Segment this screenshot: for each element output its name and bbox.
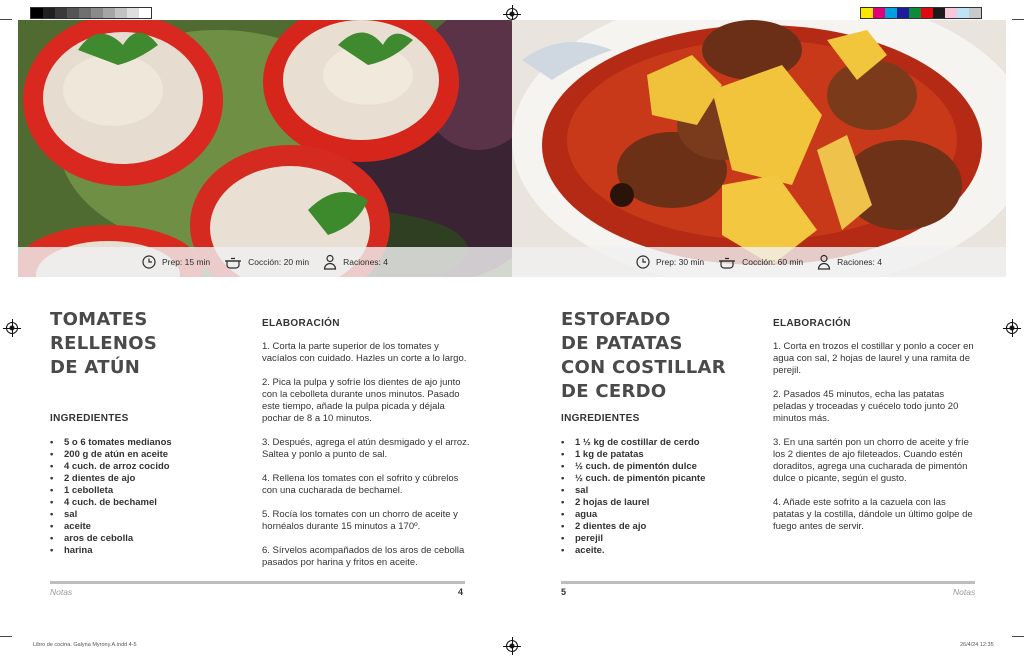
stuffed-tomatoes-illustration (18, 20, 512, 277)
color-swatch (115, 8, 127, 18)
page-number: 4 (458, 587, 464, 597)
method-step: 4. Rellena los tomates con el sofrito y cúbrelos con una cucharada de bechamel. (262, 473, 459, 496)
ingredient-item: • 1 kg de patatas (561, 449, 705, 461)
ingredient-item: • ½ cuch. de pimentón dulce (561, 461, 705, 473)
ingredient-item: • 4 cuch. de arroz cocido (50, 461, 172, 473)
ingredient-item: • 200 g de atún en aceite (50, 449, 172, 461)
ingredients-list (561, 437, 705, 557)
cooking-time-label: Cocción: 20 min (248, 257, 310, 267)
color-swatch (885, 8, 897, 18)
color-swatch (873, 8, 885, 18)
cooking-time-label: Cocción: 60 min (742, 257, 804, 267)
crop-mark (0, 19, 12, 20)
color-swatch (79, 8, 91, 18)
ingredient-item: • aceite. (561, 545, 705, 557)
recipe-stats-strip (18, 247, 512, 277)
person-icon (323, 254, 337, 270)
color-swatch (921, 8, 933, 18)
prep-time-label: Prep: 30 min (655, 257, 705, 267)
method-step: 4. Añade este sofrito a la cazuela con las patatas y la costilla, dándole un último golpe de fuego antes de servir. (773, 497, 973, 532)
cooking-pot-icon (718, 255, 736, 269)
crop-mark (0, 636, 12, 637)
color-swatch (103, 8, 115, 18)
gray-calibration-bar (30, 7, 152, 19)
prep-time (636, 255, 704, 269)
ingredient-item: • harina (50, 545, 172, 557)
method-steps (773, 341, 978, 545)
ingredient-item: • aceite (50, 521, 172, 533)
ingredients-list (50, 437, 172, 557)
title-line: RELLENOS (50, 333, 158, 354)
method-heading: ELABORACIÓN (773, 318, 851, 329)
prep-time (142, 255, 210, 269)
color-swatch (969, 8, 981, 18)
color-swatch (897, 8, 909, 18)
title-line: CON COSTILLAR (561, 357, 726, 378)
ingredient-item: • 1 ½ kg de costillar de cerdo (561, 437, 705, 449)
title-line: DE PATATAS (561, 333, 683, 354)
recipe-title (50, 308, 157, 380)
ingredient-item: • 4 cuch. de bechamel (50, 497, 172, 509)
ingredient-item: • ½ cuch. de pimentón picante (561, 473, 705, 485)
color-swatch (861, 8, 873, 18)
servings (817, 254, 882, 270)
color-swatch (55, 8, 67, 18)
notes-label: Notas (50, 587, 73, 597)
ingredient-item: • sal (561, 485, 705, 497)
notes-rule (561, 581, 975, 584)
method-heading: ELABORACIÓN (262, 318, 340, 329)
servings-label: Raciones: 4 (837, 257, 883, 267)
method-step: 3. Después, agrega el atún desmigado y el arroz. Saltea y ponlo a punto de sal. (262, 437, 470, 460)
color-swatch (139, 8, 151, 18)
date-slug: 26/4/24 12:35 (960, 642, 994, 648)
ingredient-item: • 2 hojas de laurel (561, 497, 705, 509)
registration-mark-bottom (506, 640, 518, 652)
title-line: DE ATÚN (50, 357, 141, 378)
cooking-time (718, 255, 803, 269)
ingredients-heading: INGREDIENTES (561, 413, 640, 424)
method-step: 6. Sírvelos acompañados de los aros de cebolla pasados por harina y fritos en aceite. (262, 545, 465, 568)
method-step: 2. Pasados 45 minutos, echa las patatas peladas y troceadas y cuécelo todo junto 20 minutos más. (773, 389, 959, 424)
color-swatch (67, 8, 79, 18)
stuffed-tomatoes-photo (18, 20, 512, 277)
color-swatch (91, 8, 103, 18)
ingredient-item: • aros de cebolla (50, 533, 172, 545)
ingredient-item: • perejil (561, 533, 705, 545)
cooking-time (224, 255, 309, 269)
method-step: 5. Rocía los tomates con un chorro de aceite y hornéalos durante 15 minutos a 170º. (262, 509, 458, 532)
method-step: 2. Pica la pulpa y sofríe los dientes de ajo junto con la cebolleta durante unos minutos. Pasado este tiempo, añade la pulpa picada y déjala pochar de 8 a 10 minutos. (262, 377, 461, 424)
ingredient-item: • agua (561, 509, 705, 521)
ingredient-item: • 2 dientes de ajo (561, 521, 705, 533)
ingredients-heading: INGREDIENTES (50, 413, 129, 424)
title-line: TOMATES (50, 309, 148, 330)
method-step: 1. Corta en trozos el costillar y ponlo a cocer en agua con sal, 2 hojas de laurel y una ramita de perejil. (773, 341, 974, 376)
clock-icon (636, 255, 650, 269)
ingredient-item: • 1 cebolleta (50, 485, 172, 497)
clock-icon (142, 255, 156, 269)
color-swatch (945, 8, 957, 18)
method-step: 3. En una sartén pon un chorro de aceite y fríe los 2 dientes de ajo fileteados. Cuando estén doraditos, agrega una cucharada de pimentón dulce o picante, según el gusto. (773, 437, 969, 484)
color-swatch (31, 8, 43, 18)
person-icon (817, 254, 831, 270)
crop-mark (1012, 636, 1024, 637)
notes-label: Notas (953, 587, 976, 597)
servings (323, 254, 388, 270)
prep-time-label: Prep: 15 min (161, 257, 211, 267)
color-swatch (957, 8, 969, 18)
file-slug: Libro de cocina. Galyna Myrony.A.indd 4-5 (33, 642, 137, 648)
cooking-pot-icon (224, 255, 242, 269)
registration-mark-left (6, 322, 18, 334)
registration-mark-right (1006, 322, 1018, 334)
registration-mark-top (506, 8, 518, 20)
color-swatch (909, 8, 921, 18)
color-swatch (43, 8, 55, 18)
method-step: 1. Corta la parte superior de los tomates y vacíalos con cuidado. Hazles un corte a lo largo. (262, 341, 467, 364)
recipe-title (561, 308, 726, 404)
title-line: DE CERDO (561, 381, 667, 402)
recipe-stats-strip (512, 247, 1006, 277)
title-line: ESTOFADO (561, 309, 671, 330)
ingredient-item: • 5 o 6 tomates medianos (50, 437, 172, 449)
ingredient-item: • 2 dientes de ajo (50, 473, 172, 485)
pork-rib-stew-photo (512, 20, 1006, 277)
servings-label: Raciones: 4 (343, 257, 389, 267)
pork-rib-stew-illustration (512, 20, 1006, 277)
notes-rule (50, 581, 465, 584)
color-swatch (933, 8, 945, 18)
color-swatch (127, 8, 139, 18)
page-number: 5 (561, 587, 567, 597)
color-calibration-bar (860, 7, 982, 19)
crop-mark (1012, 19, 1024, 20)
method-steps (262, 341, 472, 581)
ingredient-item: • sal (50, 509, 172, 521)
